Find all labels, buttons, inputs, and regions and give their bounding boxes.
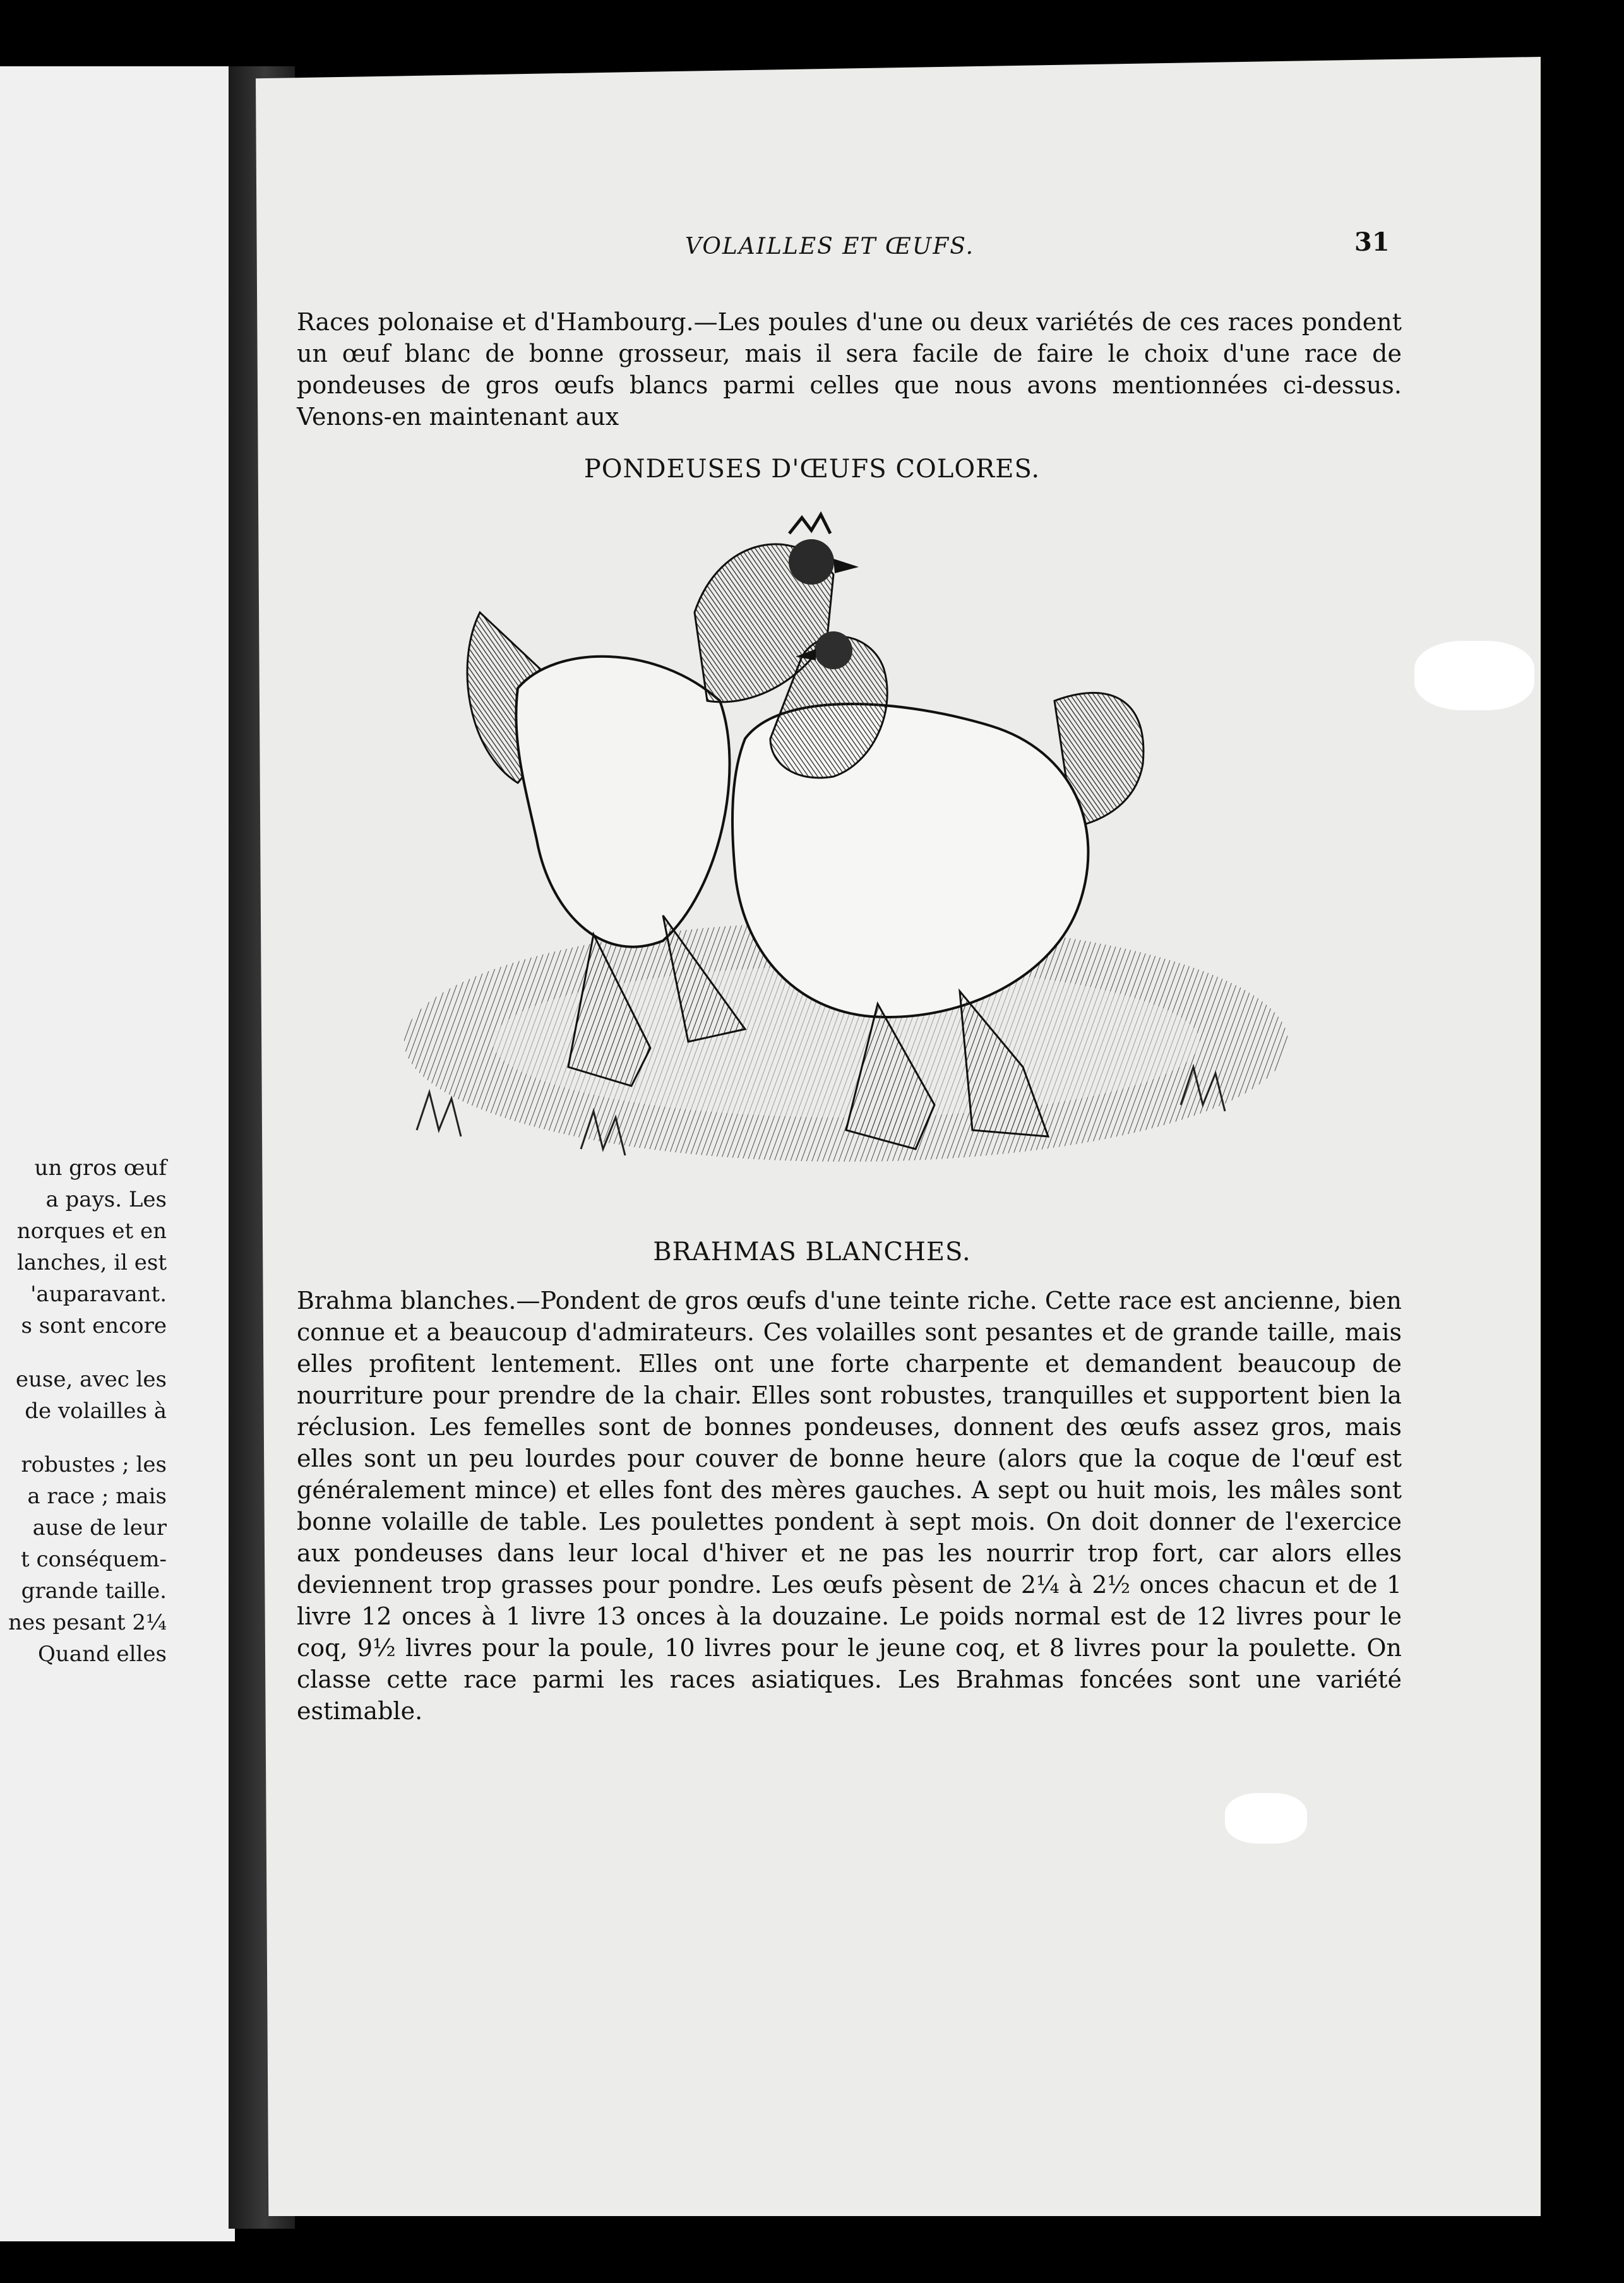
left-page [0,66,235,2241]
grass [417,1092,461,1136]
left-line: ause de leur [32,1515,167,1541]
left-line: norques et en [16,1219,167,1244]
hen-head [815,631,852,669]
left-line: euse, avec les [15,1367,167,1392]
left-line: Quand elles [38,1642,167,1667]
left-line: nes pesant 2¼ [8,1610,167,1635]
left-line: a pays. Les [45,1187,167,1212]
left-line: lanches, il est [17,1250,167,1275]
left-line: un gros œuf [34,1155,167,1181]
left-line: a race ; mais [27,1484,167,1509]
figure-caption: BRAHMAS BLANCHES. [653,1237,971,1267]
paper-stain [1414,641,1534,710]
page-number: 31 [1354,227,1390,257]
intro-paragraph: Races polonaise et d'Hambourg.—Les poules d'une ou deux variétés de ces races pondent un œuf blanc de bonne grosseur, mais il sera facile de faire le choix d'une race de pondeuses de gros œufs blancs parmi celles que nous avons mentionnées ci-dessus. Venons-en maintenant aux [297,308,1402,431]
running-title: VOLAILLES ET ŒUFS. [685,234,975,259]
rooster-body [516,657,729,947]
section-heading: PONDEUSES D'ŒUFS COLORES. [583,455,1041,484]
left-line: de volailles à [25,1398,167,1424]
left-line: s sont encore [21,1313,167,1338]
left-line: robustes ; les [21,1452,167,1477]
brahma-chickens-illustration [391,499,1307,1215]
rooster-head [789,539,834,585]
left-line: grande taille. [21,1578,167,1604]
left-line: t conséquem- [21,1547,167,1572]
body-paragraph: Brahma blanches.—Pondent de gros œufs d'une teinte riche. Cette race est ancienne, bien connue et a beaucoup d'admirateurs. Ces volailles sont pesantes et de grande taille, mais elles profitent lentement. Elles ont une forte charpente et demandent beaucoup de nourriture pour prendre de la chair. Elles sont robustes, tranquilles et supportent bien la réclusion. Les femelles sont de bonnes pondeuses, donnent des œufs assez gros, mais elles sont un peu lourdes pour couver de bonne heure (alors que la coque de l'œuf est généralement mince) et elles font des mères gauches. A sept ou huit mois, les mâles sont bonne volaille de table. Les poulettes pondent à sept mois. On doit donner de l'exercice aux pondeuses dans leur local d'hiver et ne pas les nourrir trop fort, car alors elles deviennent trop grasses pour pondre. Les œufs pèsent de 2¼ à 2½ onces chacun et de 1 livre 12 onces à 1 livre 13 onces à la douzaine. Le poids normal est de 12 livres pour le coq, 9½ livres pour la poule, 10 livres pour le jeune coq, et 8 livres pour la poulette. On classe cette race parmi les races asiatiques. Les Brahmas foncées sont une variété estimable. [297,1287,1402,1725]
paper-stain [1225,1793,1307,1844]
left-line: 'auparavant. [30,1282,167,1307]
